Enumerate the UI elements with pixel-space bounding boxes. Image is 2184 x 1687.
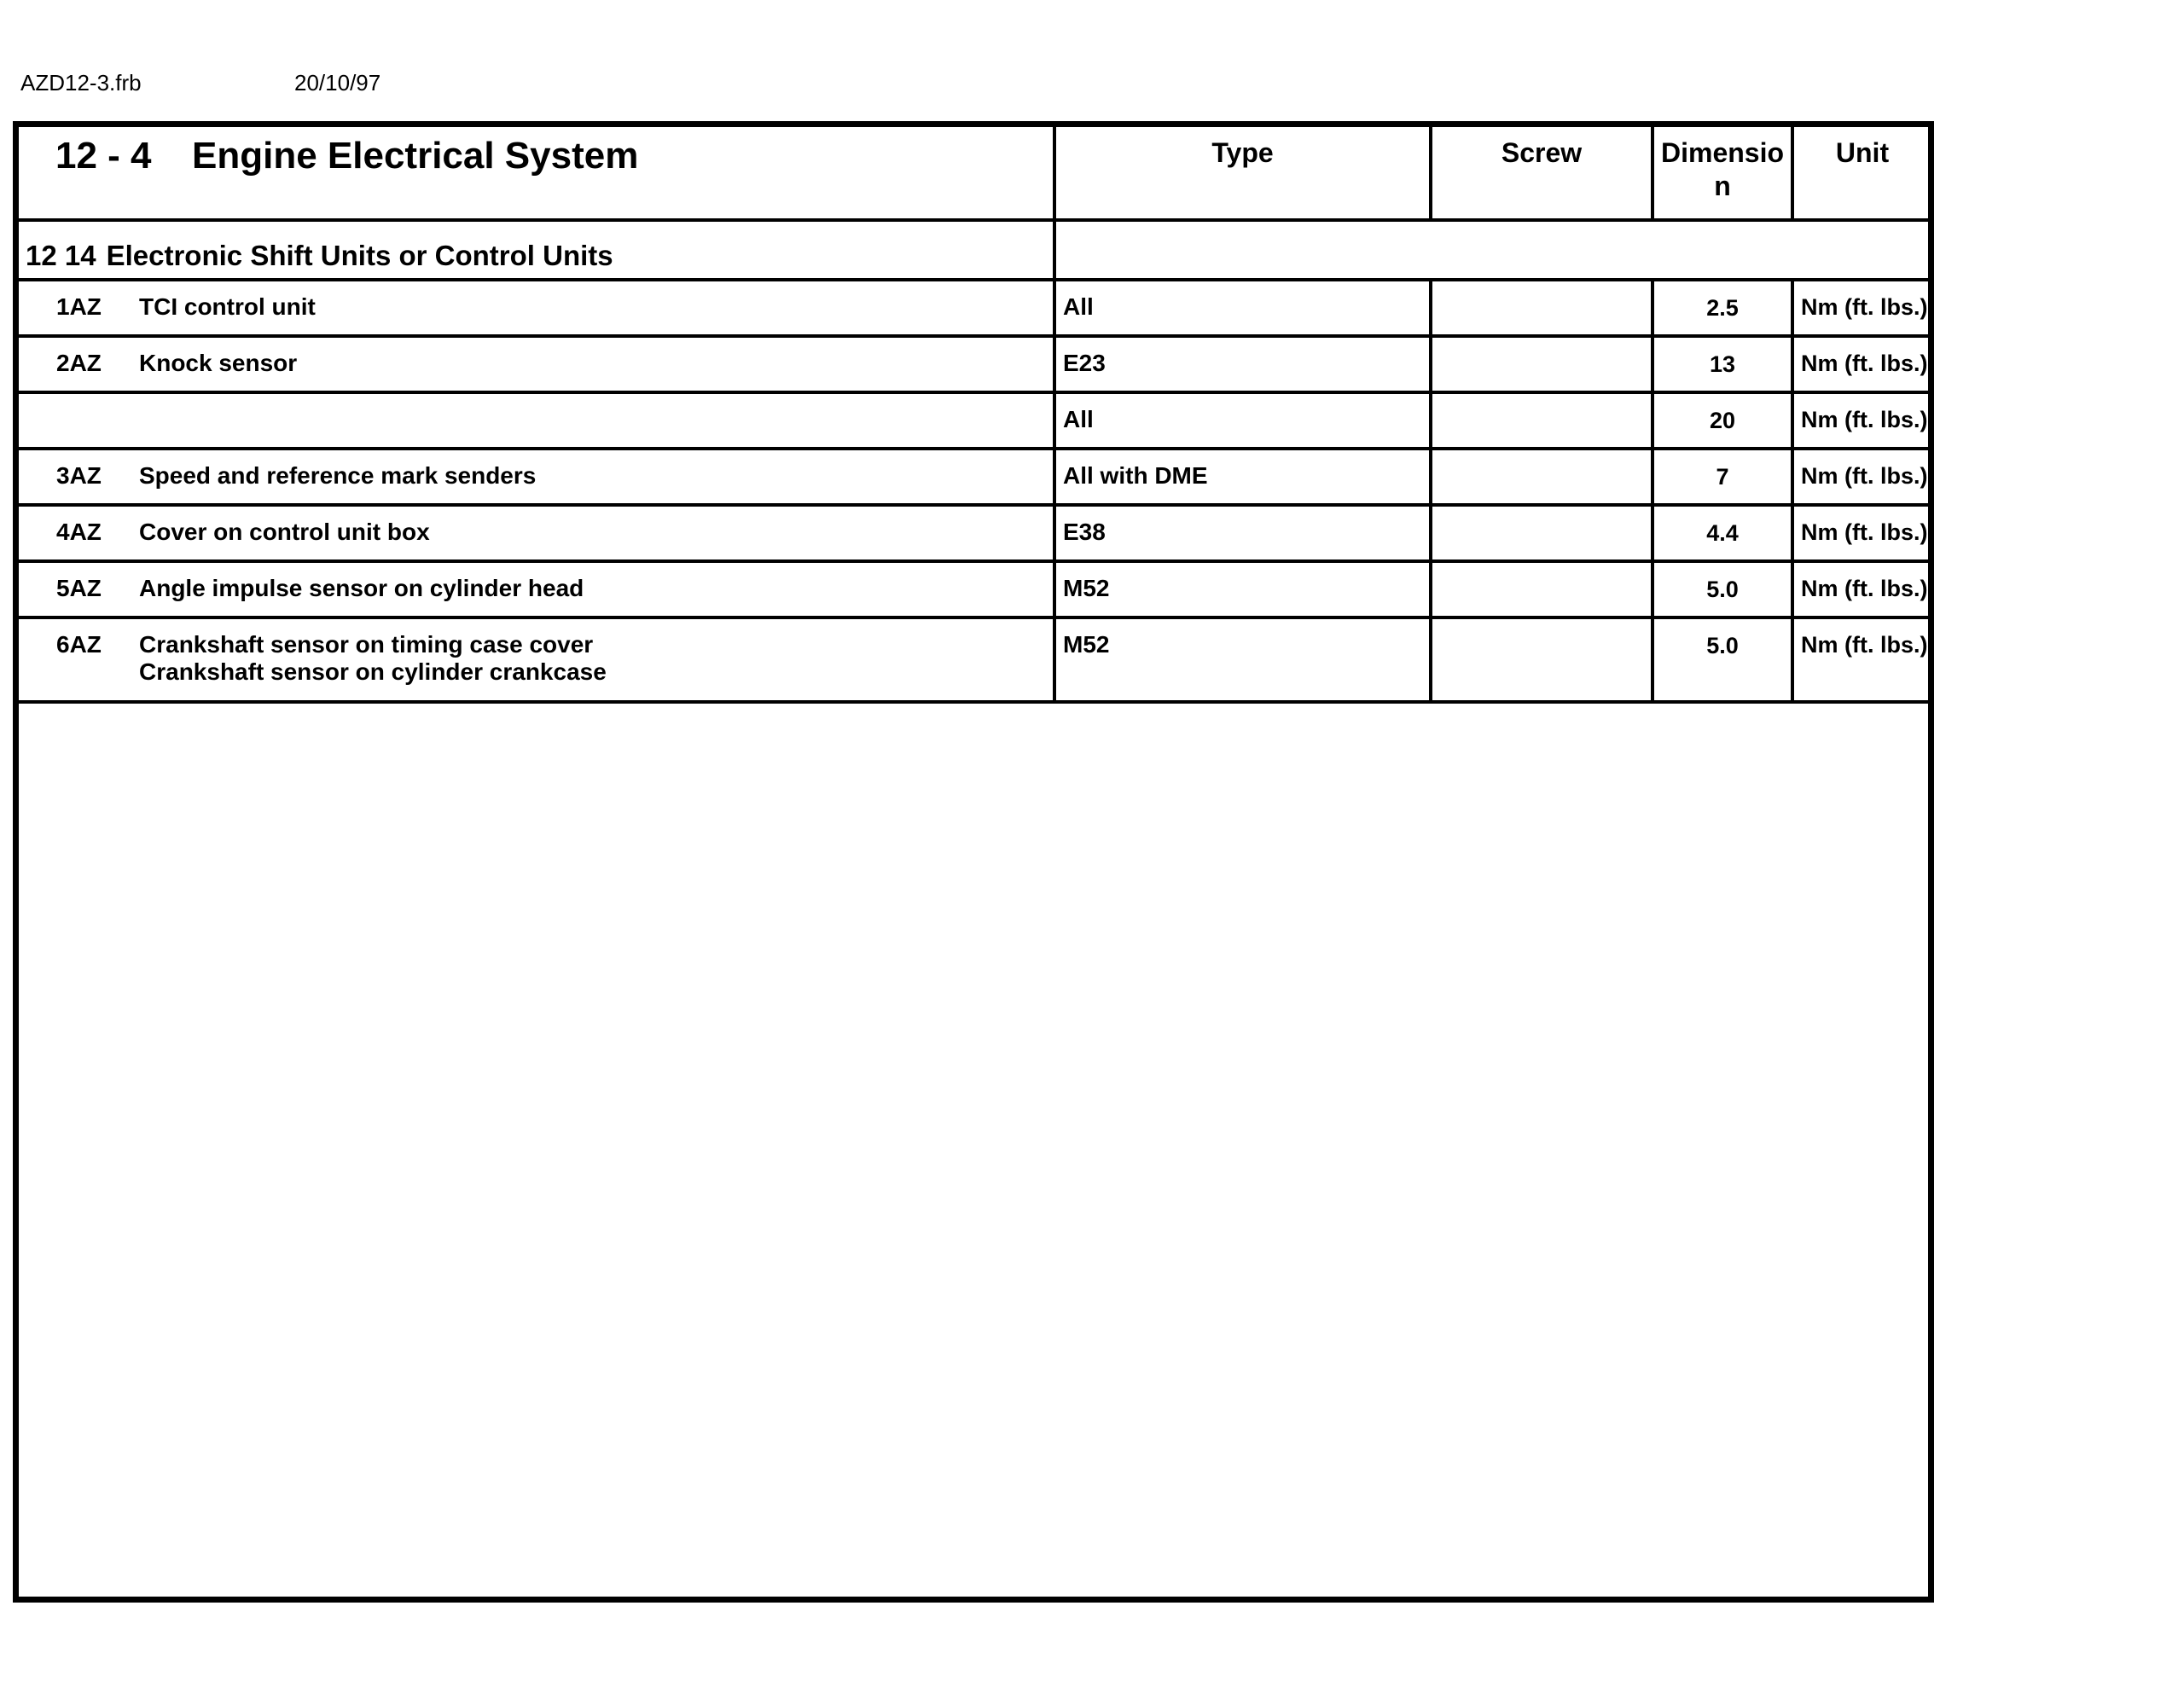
screw-value [1432, 619, 1651, 631]
type-cell [1054, 280, 1431, 336]
item-description [16, 394, 1053, 406]
description-cell [16, 392, 1054, 449]
type-value: M52 [1063, 575, 1110, 601]
dimension-cell [1653, 280, 1792, 336]
screw-value [1432, 338, 1651, 350]
item-description [16, 450, 1053, 490]
item-code: 6AZ [56, 631, 102, 658]
item-code: 1AZ [56, 293, 102, 320]
section-code: 12 14 [26, 240, 96, 271]
screw-cell [1431, 617, 1653, 702]
torque-spec-table [16, 125, 1931, 704]
item-description [16, 338, 1053, 377]
dimension-value: 7 [1716, 464, 1729, 490]
description-cell [16, 449, 1054, 505]
description-cell [16, 505, 1054, 561]
type-value: E38 [1063, 519, 1106, 545]
title-cell [16, 125, 1054, 220]
description-cell [16, 617, 1054, 702]
unit-header-cell [1792, 125, 1931, 220]
type-value: All [1063, 293, 1094, 320]
table-row [16, 449, 1931, 505]
item-code: 5AZ [56, 575, 102, 601]
dimension-cell [1653, 392, 1792, 449]
unit-value: Nm (ft. lbs.) [1801, 351, 1928, 376]
section-name: Electronic Shift Units or Control Units [106, 240, 613, 271]
dimension-value: 13 [1709, 351, 1736, 377]
description-cell [16, 336, 1054, 392]
dimension-cell [1653, 617, 1792, 702]
type-cell [1054, 392, 1431, 449]
item-description [16, 563, 1053, 602]
unit-value: Nm (ft. lbs.) [1801, 463, 1928, 489]
item-description-line: Knock sensor [139, 350, 298, 376]
type-value: All with DME [1063, 462, 1208, 489]
screw-cell [1431, 280, 1653, 336]
item-description [16, 281, 1053, 321]
table-row [16, 392, 1931, 449]
screw-cell [1431, 449, 1653, 505]
item-description [16, 619, 1053, 686]
unit-value: Nm (ft. lbs.) [1801, 407, 1928, 432]
file-name: AZD12-3.frb [20, 70, 142, 96]
dimension-cell [1653, 449, 1792, 505]
section-title-cell [16, 220, 1054, 280]
type-cell [1054, 449, 1431, 505]
item-description-lines [139, 519, 430, 546]
item-description-lines [139, 293, 316, 321]
dimension-value: 4.4 [1706, 520, 1739, 546]
item-description-lines [139, 350, 297, 377]
unit-cell [1792, 392, 1931, 449]
dimension-value: 2.5 [1706, 295, 1739, 321]
table-row [16, 336, 1931, 392]
type-cell [1054, 561, 1431, 617]
file-date: 20/10/97 [294, 70, 381, 96]
section-blank-cell [1054, 220, 1931, 280]
dimension-cell [1653, 336, 1792, 392]
dimension-column-header: Dimension [1660, 137, 1785, 201]
type-value: All [1063, 406, 1094, 432]
dimension-value: 5.0 [1706, 577, 1739, 602]
unit-value: Nm (ft. lbs.) [1801, 576, 1928, 601]
dimension-value: 5.0 [1706, 633, 1739, 658]
table-header-row [16, 125, 1931, 220]
type-cell [1054, 617, 1431, 702]
item-description-lines [139, 462, 536, 490]
chapter-number: 12 - 4 [55, 135, 152, 177]
description-cell [16, 561, 1054, 617]
type-value: E23 [1063, 350, 1106, 376]
item-description-line: Angle impulse sensor on cylinder head [139, 575, 584, 601]
description-cell [16, 280, 1054, 336]
item-description-line: Crankshaft sensor on timing case cover [139, 631, 594, 658]
screw-cell [1431, 336, 1653, 392]
screw-cell [1431, 561, 1653, 617]
screw-value [1432, 281, 1651, 293]
screw-cell [1431, 392, 1653, 449]
dimension-cell [1653, 561, 1792, 617]
unit-cell [1792, 280, 1931, 336]
page-title [16, 125, 1053, 177]
table-row [16, 617, 1931, 702]
item-code: 4AZ [56, 519, 102, 545]
item-description-line: Cover on control unit box [139, 519, 430, 545]
screw-header-cell [1431, 125, 1653, 220]
type-column-header: Type [1211, 137, 1274, 168]
table-row [16, 280, 1931, 336]
unit-cell [1792, 505, 1931, 561]
type-cell [1054, 505, 1431, 561]
dimension-header-cell [1653, 125, 1792, 220]
unit-value: Nm (ft. lbs.) [1801, 294, 1928, 320]
chapter-title: Engine Electrical System [192, 135, 639, 177]
screw-value [1432, 450, 1651, 462]
item-code: 2AZ [56, 350, 102, 376]
unit-cell [1792, 617, 1931, 702]
screw-value [1432, 563, 1651, 575]
item-description-line: Speed and reference mark senders [139, 462, 537, 489]
type-header-cell [1054, 125, 1431, 220]
dimension-value: 20 [1709, 408, 1736, 433]
item-description [16, 507, 1053, 546]
dimension-cell [1653, 505, 1792, 561]
type-value: M52 [1063, 631, 1110, 658]
unit-value: Nm (ft. lbs.) [1801, 519, 1928, 545]
table-row [16, 505, 1931, 561]
section-title [16, 222, 1053, 273]
item-description-lines [139, 575, 584, 602]
section-row [16, 220, 1931, 280]
type-cell [1054, 336, 1431, 392]
table-row [16, 561, 1931, 617]
screw-value [1432, 507, 1651, 519]
item-description-line: TCI control unit [139, 293, 316, 320]
screw-value [1432, 394, 1651, 406]
item-description-line: Crankshaft sensor on cylinder crankcase [139, 658, 607, 685]
table-body [16, 280, 1931, 702]
item-code: 3AZ [56, 462, 102, 489]
unit-column-header: Unit [1835, 137, 1890, 168]
unit-cell [1792, 449, 1931, 505]
unit-cell [1792, 336, 1931, 392]
unit-cell [1792, 561, 1931, 617]
item-description-lines [139, 631, 607, 686]
screw-column-header: Screw [1501, 137, 1583, 168]
unit-value: Nm (ft. lbs.) [1801, 632, 1928, 658]
screw-cell [1431, 505, 1653, 561]
